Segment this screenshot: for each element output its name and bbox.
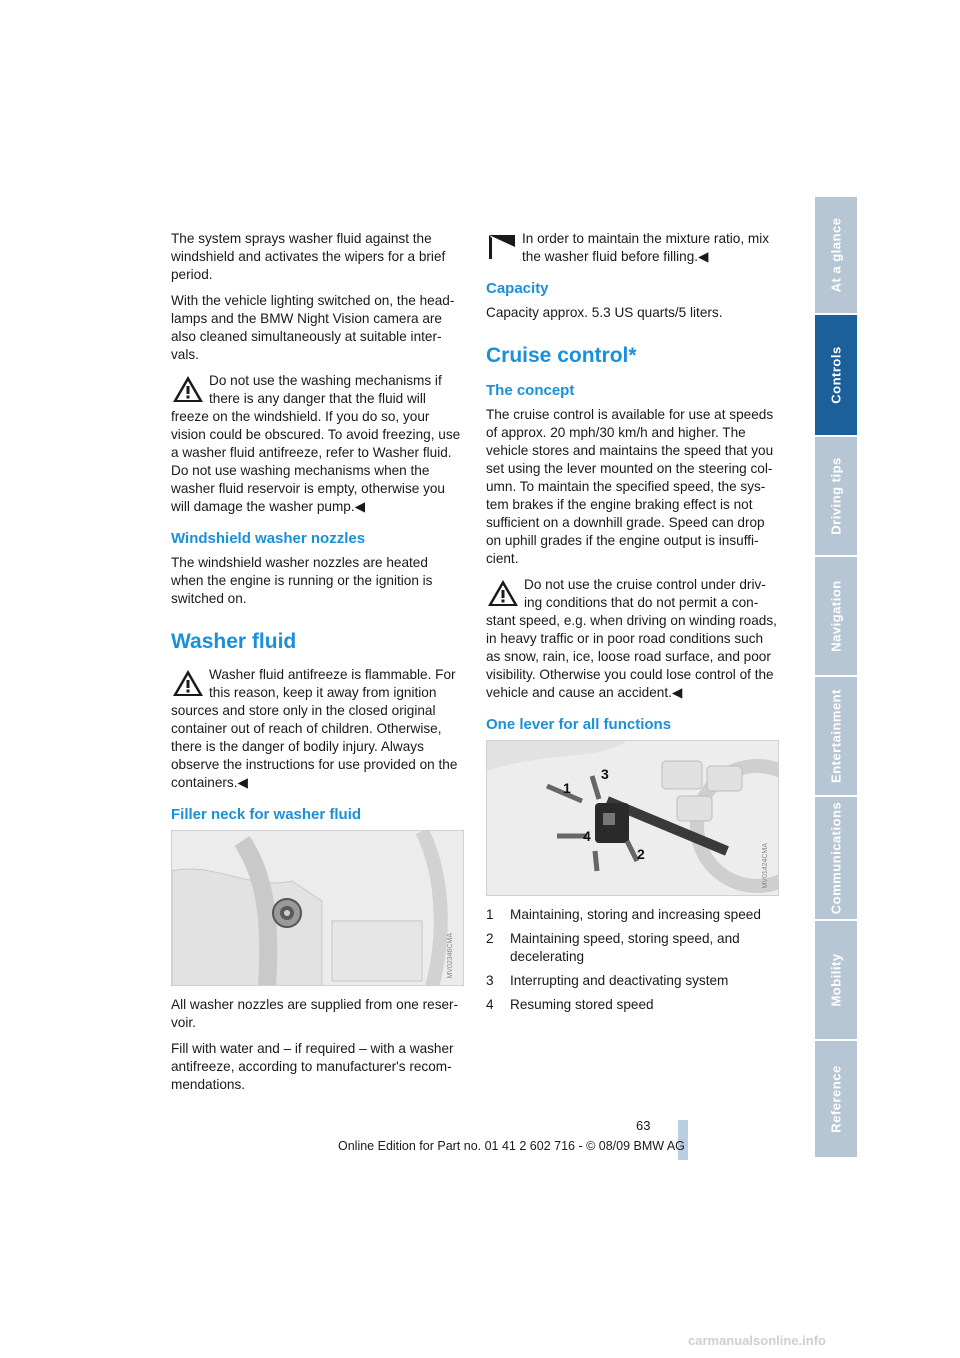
warning-block (486, 576, 779, 702)
paragraph: Fill with water and – if required – with a washer antifreeze, according to manufacturer's recom-mendations. (171, 1041, 454, 1092)
paragraph: The system sprays washer fluid against the windshield and activates the wipers for a brief period. (171, 231, 446, 282)
warning-block (171, 666, 464, 792)
heading-washer-fluid: Washer fluid (171, 630, 297, 653)
warning-block (171, 372, 464, 516)
chapter-tabs (815, 197, 857, 1159)
tab-at-a-glance[interactable]: At a glance (815, 197, 857, 315)
list-item-number: 1 (486, 907, 494, 922)
warning-text: Do not use the washing mechanisms if there is any danger that the fluid will freeze on the windshield. If you do so, your vision could be obscured. To avoid freezing, use a washer fluid antifreeze, refer to Washer fluid. Do not use washing mechanisms when the washer fluid reservoir is empty, otherwise you will damage the washer pump.◀ (171, 373, 461, 514)
paragraph: With the vehicle lighting switched on, the head-lamps and the BMW Night Vision camera are also cleaned simultaneously at suitable inter-vals. (171, 293, 455, 362)
list-item-number: 2 (486, 931, 494, 946)
engine-bay-illustration (172, 831, 464, 986)
filler-neck-figure (171, 830, 464, 986)
right-column (486, 230, 779, 1020)
warning-icon (171, 668, 205, 698)
cruise-lever-figure (486, 740, 779, 896)
left-column (171, 230, 464, 1102)
heading-concept: The concept (486, 382, 575, 399)
list-item-text: Maintaining, storing and increasing speed (510, 907, 761, 922)
warning-icon (171, 374, 205, 404)
tab-entertainment[interactable]: Entertainment (815, 677, 857, 797)
list-item-number: 4 (486, 997, 494, 1012)
callout-1: 1 (563, 780, 571, 796)
tab-mobility[interactable]: Mobility (815, 921, 857, 1041)
callout-2: 2 (637, 846, 645, 862)
note-block (486, 230, 779, 266)
list-item (486, 972, 779, 990)
heading-one-lever: One lever for all functions (486, 716, 672, 733)
list-item (486, 930, 779, 966)
figure-code: MV02346CMA (447, 933, 454, 979)
paragraph: Capacity approx. 5.3 US quarts/5 liters. (486, 305, 723, 320)
note-icon (486, 232, 518, 262)
note-text: In order to maintain the mixture ratio, mix the washer fluid before filling.◀ (522, 231, 770, 264)
callout-4: 4 (583, 828, 591, 844)
figure-code: MV01424CMA (762, 843, 769, 889)
lever-function-list (486, 906, 779, 1014)
warning-icon (486, 578, 520, 608)
tab-navigation[interactable]: Navigation (815, 557, 857, 677)
page-number: 63 (636, 1118, 651, 1133)
lever-callouts (487, 741, 779, 896)
paragraph: The cruise control is available for use at speeds of approx. 20 mph/30 km/h and higher. The vehicle stores and maintains the speed that you set using the lever mounted on the steering col-umn. To maintain the specified speed, the sys-tem brakes if the engine braking effect is not sufficient on a downhill grade. Speed can drop on uphill grades if the engine output is insuffi-cient. (486, 407, 774, 566)
heading-windshield-nozzles: Windshield washer nozzles (171, 530, 366, 547)
list-item-number: 3 (486, 973, 494, 988)
callout-3: 3 (601, 766, 609, 782)
warning-text: Do not use the cruise control under driv-ing conditions that do not permit a con-stant speed, e.g. when driving on winding roads, in heavy traffic or in poor road conditions such as snow, rain, ice, loose road surface, and poor visibility. Otherwise you could lose control of the vehicle and cause an accident.◀ (486, 577, 777, 700)
list-item (486, 906, 779, 924)
heading-filler-neck: Filler neck for washer fluid (171, 806, 362, 823)
paragraph: All washer nozzles are supplied from one reser-voir. (171, 997, 459, 1030)
heading-capacity: Capacity (486, 280, 549, 297)
tab-driving-tips[interactable]: Driving tips (815, 437, 857, 557)
list-item-text: Interrupting and deactivating system (510, 973, 729, 988)
tab-reference[interactable]: Reference (815, 1041, 857, 1159)
list-item-text: Maintaining speed, storing speed, and decelerating (510, 931, 740, 964)
tab-communications[interactable]: Communications (815, 797, 857, 921)
heading-cruise-control: Cruise control* (486, 344, 637, 367)
footer-edition: Online Edition for Part no. 01 41 2 602 716 - © 08/09 BMW AG (338, 1139, 685, 1153)
warning-text: Washer fluid antifreeze is flammable. For this reason, keep it away from ignition sources and store only in the closed original container out of reach of children. Otherwise, there is the danger of bodily injury. Always observe the instructions for use provided on the containers.◀ (171, 667, 458, 790)
watermark: carmanualsonline.info (688, 1333, 826, 1348)
paragraph: The windshield washer nozzles are heated when the engine is running or the ignition is switched on. (171, 555, 433, 606)
tab-controls[interactable]: Controls (815, 315, 857, 437)
list-item-text: Resuming stored speed (510, 997, 654, 1012)
list-item (486, 996, 779, 1014)
